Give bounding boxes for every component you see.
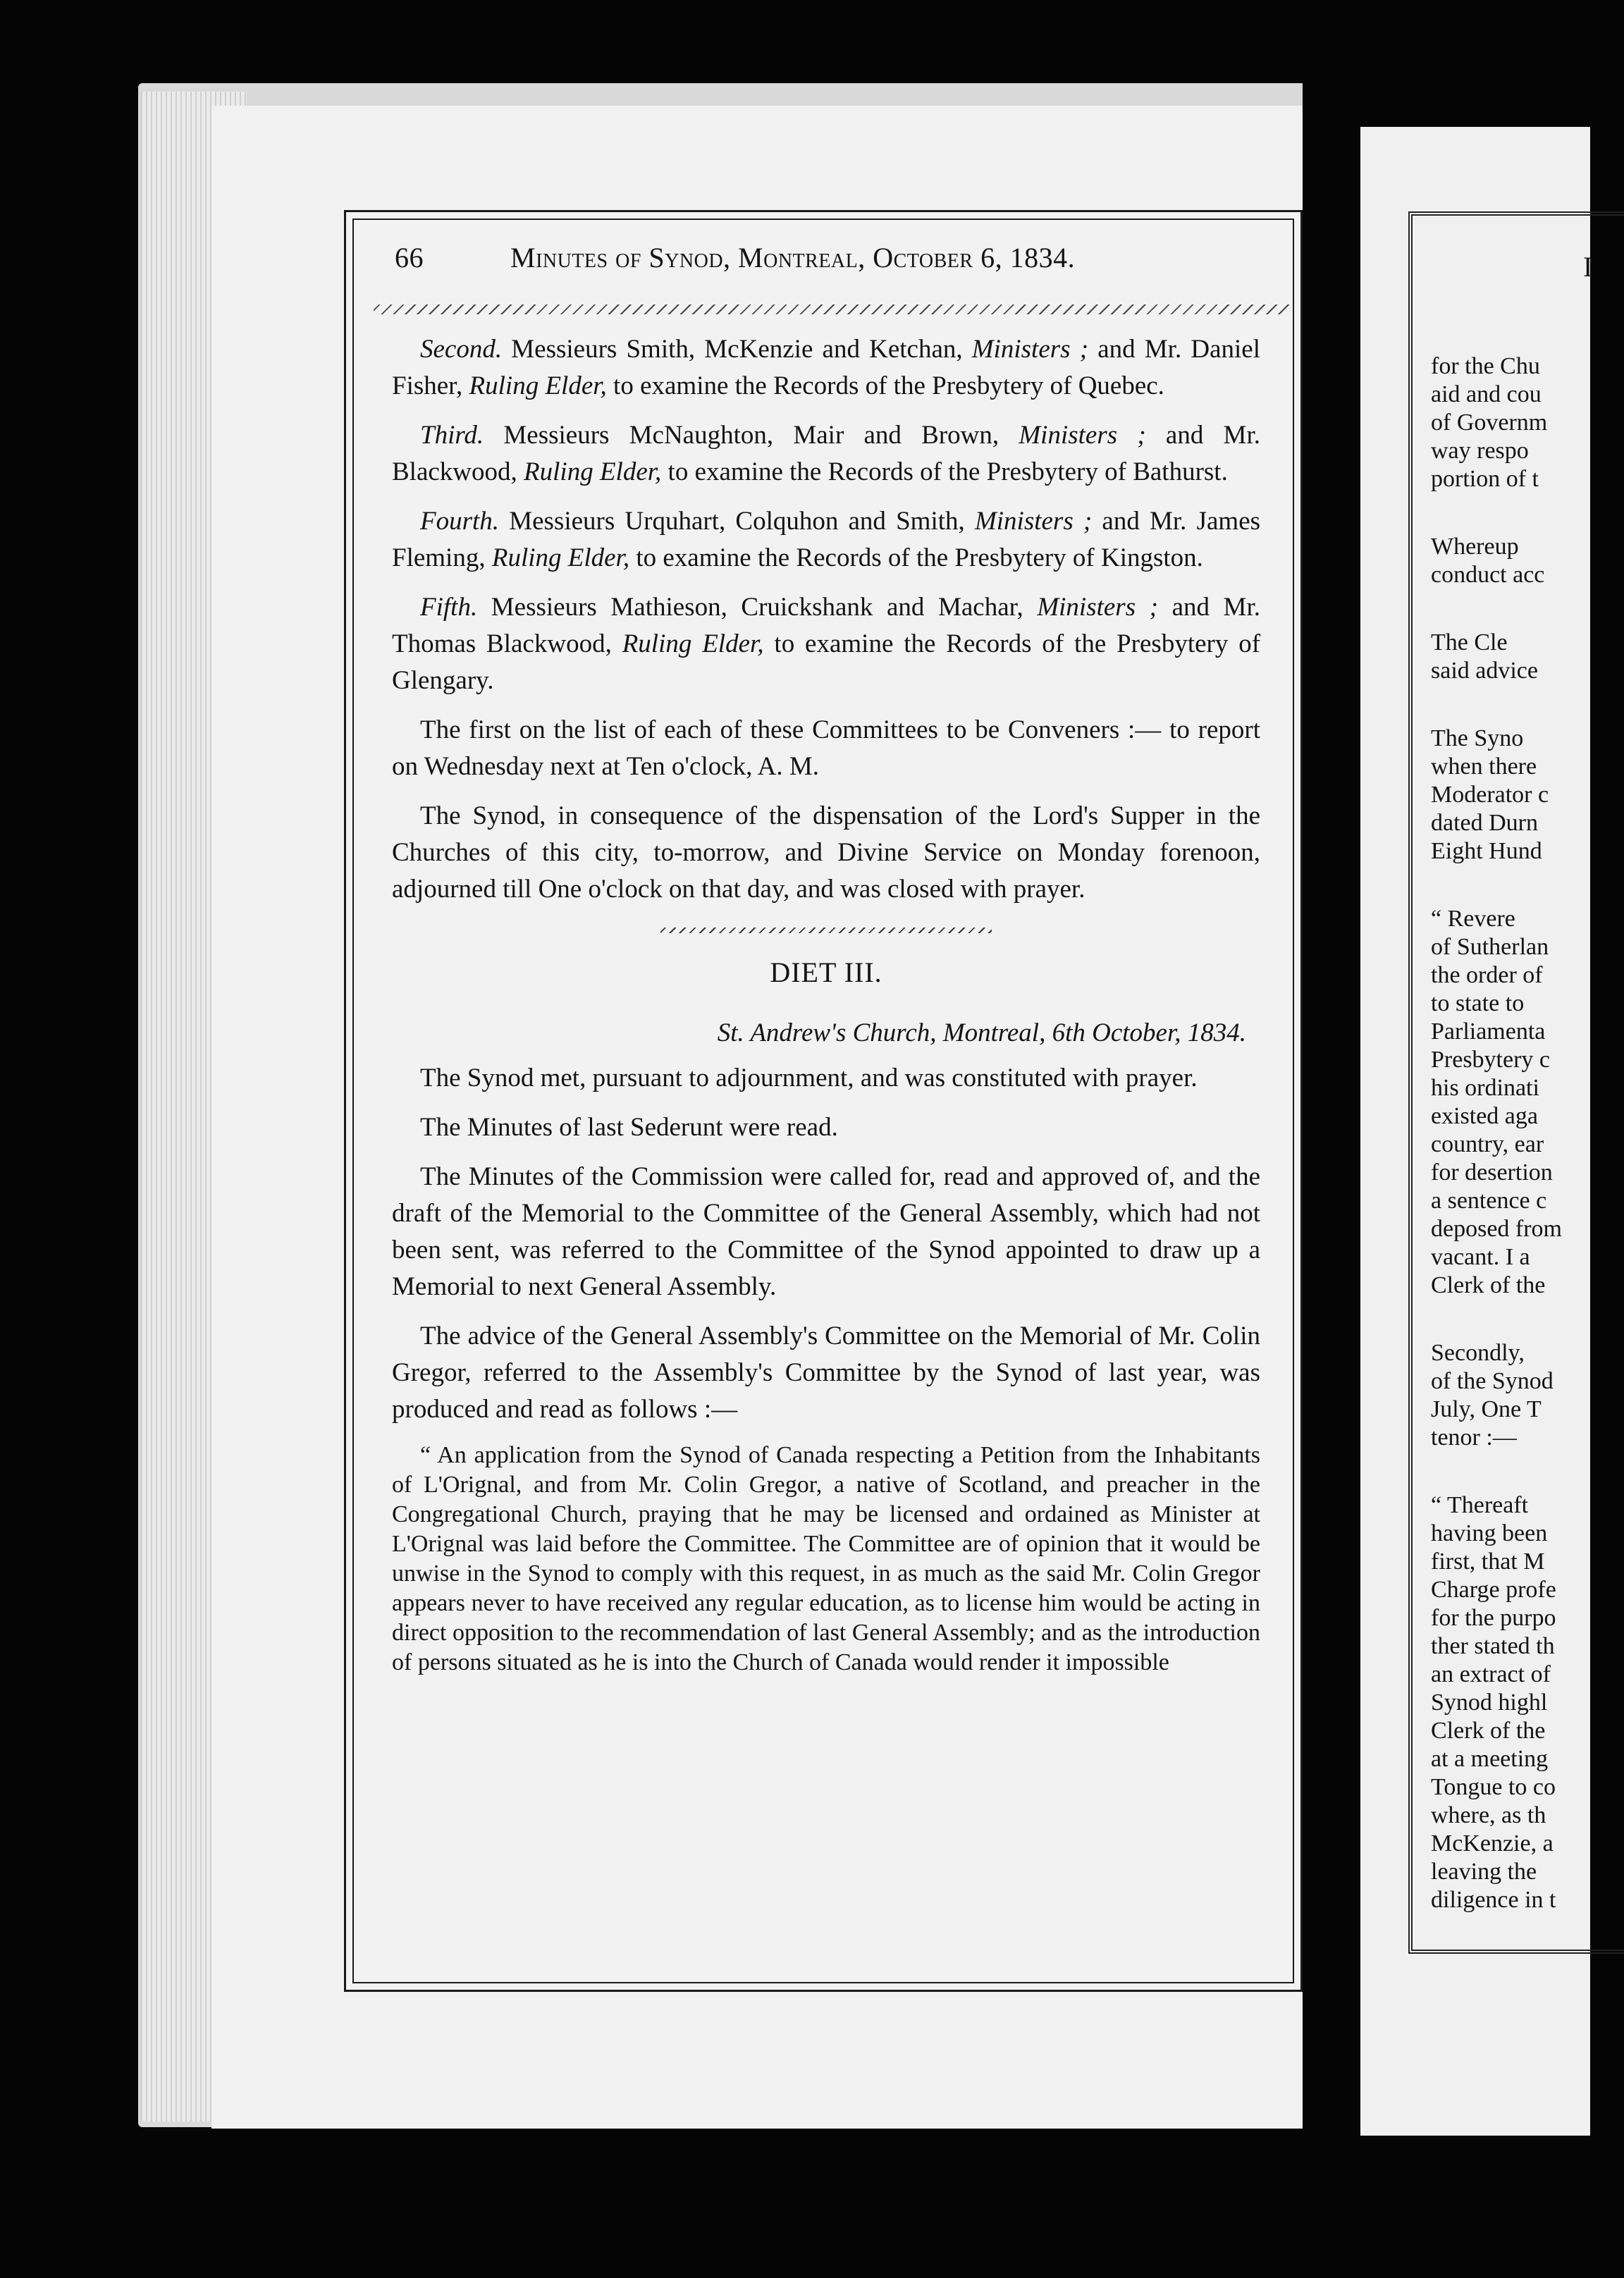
right-page-line: where, as th <box>1431 1802 1546 1828</box>
right-page-header: I <box>1583 251 1593 283</box>
right-page-line: Tongue to co <box>1431 1774 1556 1800</box>
right-page-line: having been <box>1431 1520 1548 1546</box>
right-page-line: an extract of <box>1431 1661 1551 1687</box>
right-page-line: existed aga <box>1431 1103 1538 1129</box>
paragraph-conveners: The first on the list of each of these Committees to be Conveners :— to report on Wednesday next at Ten o'clock, A. M. <box>392 715 1260 781</box>
right-page-line: for desertion <box>1431 1159 1553 1186</box>
paragraph-minutes-read: The Minutes of last Sederunt were read. <box>420 1113 838 1142</box>
right-page-line: when there <box>1431 753 1537 780</box>
right-page-line: conduct acc <box>1431 562 1545 588</box>
right-page-line: July, One T <box>1431 1396 1542 1422</box>
right-page-line: first, that M <box>1431 1549 1545 1575</box>
right-page-line: “ Revere <box>1431 906 1515 932</box>
right-page-gap <box>1431 589 1593 629</box>
section-divider <box>660 928 992 933</box>
right-page-line: of Governm <box>1431 410 1548 436</box>
right-page-line: Clerk of the <box>1431 1272 1546 1298</box>
right-page-gap <box>1431 493 1593 533</box>
right-page-line: portion of t <box>1431 466 1539 492</box>
right-page-gap <box>1431 866 1593 905</box>
right-page-line: to state to <box>1431 990 1525 1016</box>
paragraph-third: Third. Messieurs McNaughton, Mair and Brown, Ministers ; and Mr. Blackwood, Ruling Elder, to examine the Records of the Presbytery of Bathurst. <box>392 421 1260 486</box>
page-body <box>392 331 1260 1677</box>
paragraph-fifth: Fifth. Messieurs Mathieson, Cruickshank and Machar, Ministers ; and Mr. Thomas Blackwood, Ruling Elder, to examine the Records of the Presbytery of Glengary. <box>392 593 1261 695</box>
right-page-line: aid and cou <box>1431 381 1542 407</box>
right-page-line: The Cle <box>1431 629 1508 655</box>
quoted-advice: “ An application from the Synod of Canada respecting a Petition from the Inhabitants of L'Orignal, and from Mr. Colin Gregor, a native of Scotland, and preacher in the Congregational Church, praying that he may be licensed and ordained as Minister at L'Orignal was laid before the Committee. The Committee are of opinion that it would be unwise in the Synod to comply with this request, in as much as the said Mr. Colin Gregor appears never to have received any regular education, as to license him would be acting in direct opposition to the recommendation of last General Assembly; and as the introduction of persons situated as he is into the Church of Canada would render it impossible <box>392 1442 1260 1675</box>
right-page-line: country, ear <box>1431 1131 1544 1157</box>
right-page-line: Eight Hund <box>1431 838 1542 864</box>
right-page-line: leaving the <box>1431 1859 1537 1885</box>
right-page-gap <box>1431 1300 1593 1339</box>
right-page-line: McKenzie, a <box>1431 1830 1554 1857</box>
right-page-line: of Sutherlan <box>1431 934 1549 960</box>
paragraph-adjourned: The Synod, in consequence of the dispensation of the Lord's Supper in the Churches of this city, to-morrow, and Divine Service on Monday forenoon, adjourned till One o'clock on that day, and was closed with prayer. <box>392 801 1260 904</box>
right-page-line: Parliamenta <box>1431 1018 1546 1045</box>
right-page-line: said advice <box>1431 658 1538 684</box>
right-page-line: for the purpo <box>1431 1605 1556 1631</box>
right-page-line: The Syno <box>1431 725 1524 751</box>
paragraph-second: Second. Messieurs Smith, McKenzie and Ketchan, Ministers ; and Mr. Daniel Fisher, Ruling Elder, to examine the Records of the Presbytery of Quebec. <box>392 335 1260 400</box>
right-page-line: tenor :— <box>1431 1424 1517 1451</box>
right-page-line: a sentence c <box>1431 1188 1547 1214</box>
right-page-gap <box>1431 685 1593 725</box>
right-page-text <box>1431 352 1593 1914</box>
right-page-line: diligence in t <box>1431 1887 1556 1913</box>
paragraph-fourth: Fourth. Messieurs Urquhart, Colquhon and Smith, Ministers ; and Mr. James Fleming, Ruling Elder, to examine the Records of the Presbytery of Kingston. <box>392 507 1261 572</box>
paragraph-met: The Synod met, pursuant to adjournment, and was constituted with prayer. <box>420 1064 1198 1092</box>
right-page-line: the order of <box>1431 962 1543 988</box>
right-page-line: of the Synod <box>1431 1368 1554 1394</box>
right-page-line: “ Thereaft <box>1431 1492 1529 1518</box>
right-page-line: his ordinati <box>1431 1075 1539 1101</box>
right-page-line: Whereup <box>1431 534 1519 560</box>
running-header <box>381 233 1276 289</box>
right-page-line: way respo <box>1431 438 1529 464</box>
right-page-line: vacant. I a <box>1431 1244 1530 1270</box>
diet-heading: DIET III. <box>770 956 882 988</box>
right-page-line: at a meeting <box>1431 1746 1549 1772</box>
diet-place-date: St. Andrew's Church, Montreal, 6th October, 1834. <box>717 1018 1246 1047</box>
right-page-line: Charge profe <box>1431 1577 1556 1603</box>
page-number: 66 <box>395 242 424 273</box>
right-page-line: Moderator c <box>1431 782 1549 808</box>
right-page-line: ther stated th <box>1431 1633 1555 1659</box>
paragraph-commission: The Minutes of the Commission were called for, read and approved of, and the draft of the Memorial to the Committee of the General Assembly, which had not been sent, was referred to the Committee of the Synod appointed to draw up a Memorial to next General Assembly. <box>392 1162 1260 1301</box>
right-page-line: Secondly, <box>1431 1340 1525 1366</box>
header-rule <box>374 304 1290 314</box>
running-title: Minutes of Synod, Montreal, October 6, 1834. <box>510 242 1076 273</box>
right-page-gap <box>1431 1452 1593 1491</box>
right-page-line: for the Chu <box>1431 353 1540 379</box>
right-page-line: Synod highl <box>1431 1689 1548 1716</box>
right-page-line: Clerk of the <box>1431 1718 1546 1744</box>
right-page-line: dated Durn <box>1431 810 1539 836</box>
paragraph-advice: The advice of the General Assembly's Committee on the Memorial of Mr. Colin Gregor, referred to the Assembly's Committee by the Synod of last year, was produced and read as follows :— <box>392 1322 1260 1424</box>
right-page-line: Presbytery c <box>1431 1047 1551 1073</box>
right-page-line: deposed from <box>1431 1216 1563 1242</box>
